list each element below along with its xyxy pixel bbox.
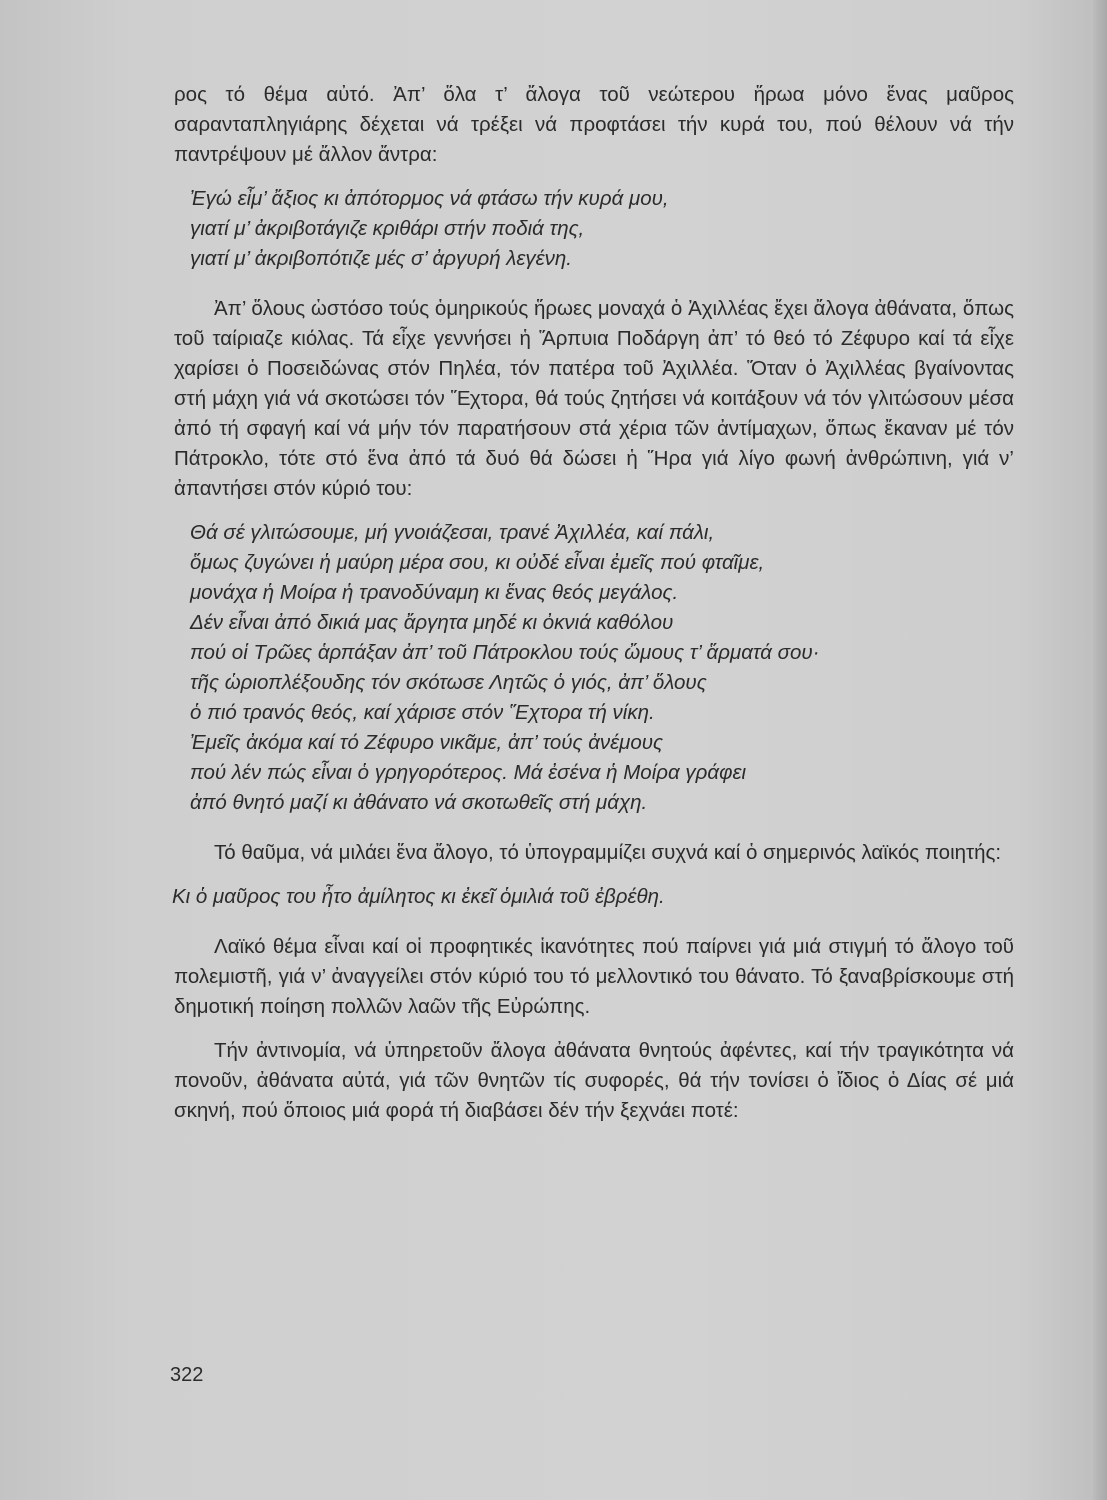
paragraph-1: ρος τό θέμα αὐτό. Ἀπ’ ὅλα τ’ ἄλογα τοῦ νεώτερου ἥρωα μόνο ἕνας μαῦρος σαρανταπληγιάρης δέχεται νά τρέξει νά προφτάσει τήν κυρά του, πού θέλουν νά τήν παντρέψουν μέ ἄλλον ἄντρα:: [174, 83, 1014, 166]
paragraph-5: Τήν ἀντινομία, νά ὑπηρετοῦν ἄλογα ἀθάνατα θνητούς ἀφέντες, καί τήν τραγικότητα νά πονοῦν, ἀθάνατα αὐτά, γιά τῶν θνητῶν τίς συφορές, θά τήν τονίσει ὁ ἴδιος ὁ Δίας σέ μιά σκηνή, πού ὅποιος μιά φορά τή διαβάσει δέν τήν ξεχνάει ποτέ:: [174, 1039, 1014, 1122]
page-edge: [1093, 0, 1107, 1500]
verse-line: γιατί μ’ ἀκριβοπότιζε μές σ’ ἀργυρή λεγένη.: [190, 247, 572, 270]
verse-line: Ἐγώ εἶμ’ ἄξιος κι ἀπότορμος νά φτάσω τήν κυρά μου,: [190, 187, 669, 210]
verse-line: γιατί μ’ ἀκριβοτάγιζε κριθάρι στήν ποδιά της,: [190, 217, 585, 240]
verse-line: ἀπό θνητό μαζί κι ἀθάνατο νά σκοτωθεῖς στή μάχη.: [190, 791, 648, 814]
verse-block-1: [174, 184, 1014, 274]
paragraph-3: Τό θαῦμα, νά μιλάει ἕνα ἄλογο, τό ὑπογραμμίζει συχνά καί ὁ σημερινός λαϊκός ποιητής:: [214, 841, 1002, 864]
verse-line: μονάχα ἡ Μοίρα ἡ τρανοδύναμη κι ἕνας θεός μεγάλος.: [190, 581, 679, 604]
single-verse-line: Κι ὁ μαῦρος του ἦτο ἀμίλητος κι ἐκεῖ ὁμιλιά τοῦ ἐβρέθη.: [172, 885, 665, 908]
verse-block-2: [174, 518, 1014, 818]
page-number: 322: [170, 1364, 204, 1386]
verse-line: τῆς ὡριοπλέξουδης τόν σκότωσε Λητῶς ὁ γιός, ἀπ’ ὅλους: [190, 671, 707, 694]
paragraph-2: Ἀπ’ ὅλους ὡστόσο τούς ὁμηρικούς ἥρωες μοναχά ὁ Ἀχιλλέας ἔχει ἄλογα ἀθάνατα, ὅπως τοῦ ταίριαζε κιόλας. Τά εἶχε γεννήσει ἡ Ἅρπυια Ποδάργη ἀπ’ τό θεό τό Ζέφυρο καί τά εἶχε χαρίσει ὁ Ποσειδώνας στόν Πηλέα, τόν πατέρα τοῦ Ἀχιλλέα. Ὅταν ὁ Ἀχιλλέας βγαίνοντας στή μάχη γιά νά σκοτώσει τόν Ἕχτορα, θά τούς ζητήσει νά κοιτάξουν νά τόν γλιτώσουν μέσα ἀπό τή σφαγή καί νά μήν τόν παρατήσουν στά χέρια τῶν ἀντίμαχων, ὅπως ἔκαναν μέ τόν Πάτροκλο, τότε στό ἕνα ἀπό τά δυό θά δώσει ἡ Ἥρα γιά λίγο φωνή ἀνθρώπινη, γιά ν’ ἀπαντήσει στόν κύριό του:: [174, 297, 1014, 500]
verse-line: πού οἱ Τρῶες ἁρπάξαν ἀπ’ τοῦ Πάτροκλου τούς ὤμους τ’ ἅρματά σου·: [190, 641, 820, 664]
verse-line: ὁ πιό τρανός θεός, καί χάρισε στόν Ἕχτορα τή νίκη.: [190, 701, 655, 724]
verse-line: Θά σέ γλιτώσουμε, μή γνοιάζεσαι, τρανέ Ἀχιλλέα, καί πάλι,: [190, 521, 715, 544]
verse-line: Δέν εἶναι ἀπό δικιά μας ἄργητα μηδέ κι ὀκνιά καθόλου: [190, 611, 674, 634]
page-body: [174, 80, 1014, 1126]
verse-line: πού λέν πώς εἶναι ὁ γρηγορότερος. Μά ἐσένα ἡ Μοίρα γράφει: [190, 761, 747, 784]
paragraph-4: Λαϊκό θέμα εἶναι καί οἱ προφητικές ἱκανότητες πού παίρνει γιά μιά στιγμή τό ἄλογο τοῦ πολεμιστῆ, γιά ν’ ἀναγγείλει στόν κύριό του τό μελλοντικό του θάνατο. Τό ξαναβρίσκουμε στή δημοτική ποίηση πολλῶν λαῶν τῆς Εὐρώπης.: [174, 935, 1014, 1018]
verse-line: ὅμως ζυγώνει ἡ μαύρη μέρα σου, κι οὐδέ εἶναι ἐμεῖς πού φταῖμε,: [190, 551, 765, 574]
verse-line: Ἐμεῖς ἀκόμα καί τό Ζέφυρο νικᾶμε, ἀπ’ τούς ἀνέμους: [190, 731, 664, 754]
